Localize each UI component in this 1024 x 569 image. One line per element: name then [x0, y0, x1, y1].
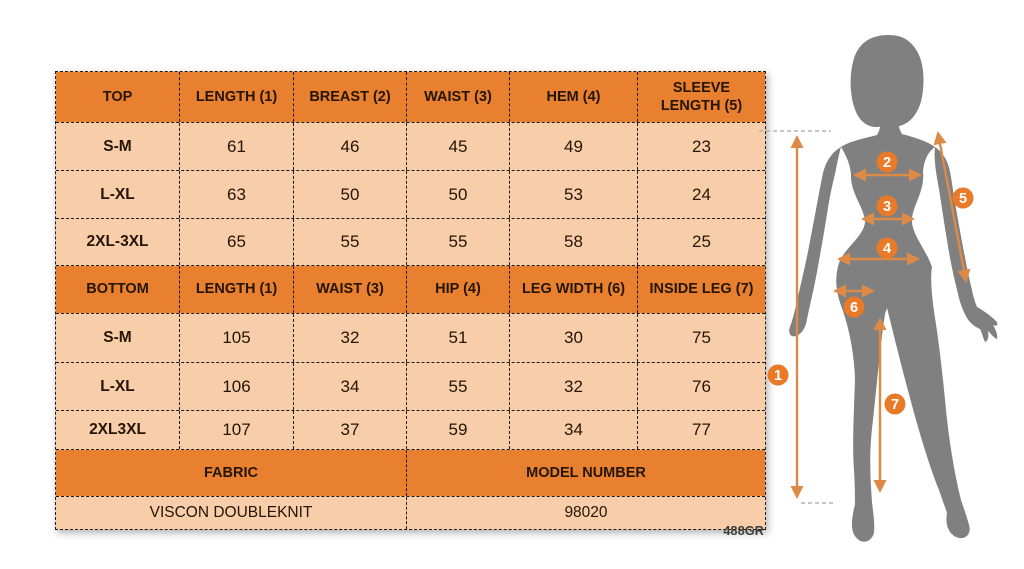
table-row	[56, 411, 765, 450]
right-arm-shape	[935, 147, 998, 342]
size-label: L-XL	[56, 363, 180, 410]
measurement-figure-svg	[755, 20, 1024, 560]
value-cell: 55	[407, 363, 510, 410]
value-cell: 51	[407, 314, 510, 362]
value-cell: 25	[638, 219, 765, 265]
value-cell: 59	[407, 411, 510, 449]
size-label: L-XL	[56, 171, 180, 218]
value-cell: 34	[510, 411, 638, 449]
column-header-length: LENGTH (1)	[180, 72, 294, 122]
measure-marker-5	[953, 188, 974, 209]
value-cell: 107	[180, 411, 294, 449]
fabric-value-row	[56, 497, 765, 529]
value-cell: 55	[407, 219, 510, 265]
table-row	[56, 171, 765, 219]
fabric-header: FABRIC	[56, 450, 407, 496]
bottom-header-row	[56, 266, 765, 314]
value-cell: 106	[180, 363, 294, 410]
value-cell: 30	[510, 314, 638, 362]
value-cell: 50	[407, 171, 510, 218]
table-row	[56, 219, 765, 266]
value-cell: 61	[180, 123, 294, 170]
value-cell: 75	[638, 314, 765, 362]
measure-marker-3	[877, 196, 898, 217]
measure-marker-2	[877, 152, 898, 173]
marker-number: 5	[958, 191, 968, 207]
column-header-breast: BREAST (2)	[294, 72, 407, 122]
value-cell: 63	[180, 171, 294, 218]
column-header-hem: HEM (4)	[510, 72, 638, 122]
measure-marker-4	[877, 238, 898, 259]
fabric-value: VISCON DOUBLEKNIT	[56, 497, 407, 529]
size-label: 2XL-3XL	[56, 219, 180, 265]
column-header-hip: HIP (4)	[407, 266, 510, 313]
measure-marker-1	[768, 365, 789, 386]
value-cell: 45	[407, 123, 510, 170]
model-number-header: MODEL NUMBER	[407, 450, 765, 496]
value-cell: 34	[294, 363, 407, 410]
marker-number: 2	[882, 155, 892, 171]
value-cell: 37	[294, 411, 407, 449]
measure-marker-7	[885, 394, 906, 415]
table-row	[56, 314, 765, 363]
value-cell: 24	[638, 171, 765, 218]
value-cell: 76	[638, 363, 765, 410]
column-header-inside-leg: INSIDE LEG (7)	[638, 266, 765, 313]
marker-number: 4	[882, 241, 892, 257]
column-header-bottom: BOTTOM	[56, 266, 180, 313]
column-header-length: LENGTH (1)	[180, 266, 294, 313]
column-header-leg-width: LEG WIDTH (6)	[510, 266, 638, 313]
value-cell: 53	[510, 171, 638, 218]
value-cell: 105	[180, 314, 294, 362]
marker-number: 1	[773, 368, 783, 384]
head-hair-shape	[851, 35, 924, 127]
value-cell: 50	[294, 171, 407, 218]
measurement-diagram	[755, 20, 1024, 560]
style-code: 488GR	[723, 524, 764, 538]
column-header-waist: WAIST (3)	[294, 266, 407, 313]
size-label: S-M	[56, 123, 180, 170]
value-cell: 77	[638, 411, 765, 449]
marker-number: 3	[882, 199, 892, 215]
table-row	[56, 123, 765, 171]
value-cell: 65	[180, 219, 294, 265]
value-cell: 32	[510, 363, 638, 410]
size-label: S-M	[56, 314, 180, 362]
size-label: 2XL3XL	[56, 411, 180, 449]
value-cell: 55	[294, 219, 407, 265]
value-cell: 46	[294, 123, 407, 170]
column-header-top: TOP	[56, 72, 180, 122]
column-header-waist: WAIST (3)	[407, 72, 510, 122]
model-number-value: 98020	[407, 497, 765, 529]
value-cell: 49	[510, 123, 638, 170]
top-header-row	[56, 72, 765, 123]
table-row	[56, 363, 765, 411]
fabric-header-row	[56, 450, 765, 497]
value-cell: 58	[510, 219, 638, 265]
column-header-sleeve-length: SLEEVE LENGTH (5)	[638, 72, 765, 122]
measure-marker-6	[844, 297, 865, 318]
value-cell: 23	[638, 123, 765, 170]
size-chart-table	[55, 71, 766, 530]
marker-number: 7	[890, 397, 900, 413]
marker-number: 6	[849, 300, 859, 316]
value-cell: 32	[294, 314, 407, 362]
woman-silhouette	[789, 35, 997, 542]
